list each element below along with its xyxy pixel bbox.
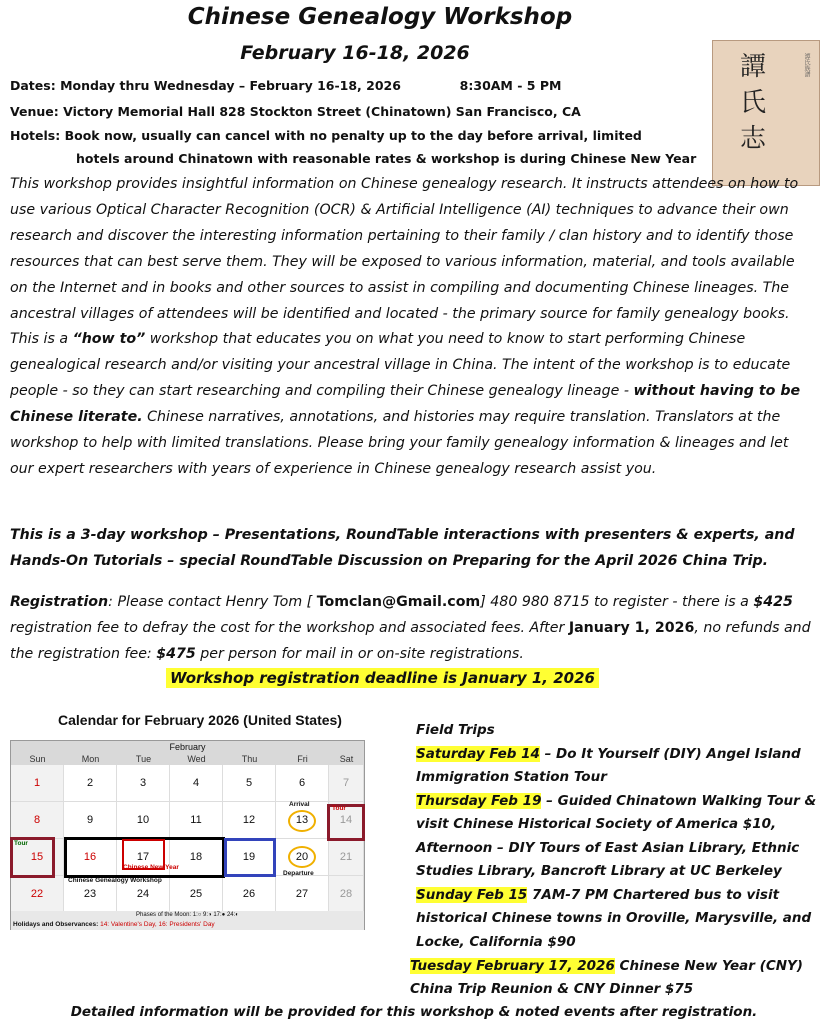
registration-deadline: Workshop registration deadline is January 1, 2026 <box>166 668 599 688</box>
calendar-day-2[interactable]: 2 <box>64 765 117 802</box>
thursday-trip-box <box>224 838 276 877</box>
calendar-day-14[interactable]: 14 <box>329 802 364 839</box>
venue-line <box>10 104 581 119</box>
calendar-day-27[interactable]: 27 <box>276 876 329 913</box>
dates-line <box>10 78 561 93</box>
registration-text: registration fee to defray the cost for the workshop and associated fees. After <box>10 620 569 636</box>
calendar-day-28[interactable]: 28 <box>329 876 364 913</box>
dates-time: 8:30AM - 5 PM <box>459 78 562 93</box>
trip3-date: Sunday Feb 15 <box>416 887 528 903</box>
holidays-row <box>11 920 364 930</box>
page-subtitle: February 16-18, 2026 <box>240 42 470 64</box>
hotels-line1: Book now, usually can cancel with no penalty up to the day before arrival, limited <box>64 128 642 143</box>
tour-label-sun: Tour <box>14 840 28 847</box>
footer-note: Detailed information will be provided for this workshop & noted events after registration. <box>70 1004 758 1020</box>
weekday-sat: Sat <box>329 753 364 765</box>
hotels-line2: hotels around Chinatown with reasonable rates & workshop is during Chinese New Year <box>76 151 697 166</box>
moon-phases: Phases of the Moon: 1:○ 9:◑ 17:● 24:◐ <box>11 911 364 920</box>
genealogy-book-image <box>712 40 820 186</box>
trip1-text: – Do It Yourself (DIY) Angel Island <box>539 746 801 762</box>
departure-circle <box>288 846 316 868</box>
trip4-line1 <box>410 958 803 974</box>
tour-label-sat: Tour <box>332 805 346 812</box>
registration-text: ] 480 980 8715 to register - there is a <box>480 594 754 610</box>
arrival-label: Arrival <box>289 801 310 808</box>
calendar-day-15[interactable]: 15 <box>11 839 64 876</box>
weekday-sun: Sun <box>11 753 64 765</box>
trip2-line1 <box>416 793 816 809</box>
calendar-day-22[interactable]: 22 <box>11 876 64 913</box>
description-paragraph <box>10 172 816 483</box>
calendar-title: Calendar for February 2026 (United States) <box>58 712 342 728</box>
venue-label: Venue: <box>10 104 59 119</box>
trip2-line4: Studies Library, Bancroft Library at UC Berkeley <box>416 863 782 879</box>
calendar-day-16[interactable]: 16 <box>64 839 117 876</box>
dates-label: Dates: <box>10 78 56 93</box>
calendar-day-8[interactable]: 8 <box>11 802 64 839</box>
calendar-day-6[interactable]: 6 <box>276 765 329 802</box>
calendar-day-19[interactable]: 19 <box>223 839 276 876</box>
weekday-thu: Thu <box>223 753 276 765</box>
hotels-label: Hotels: <box>10 128 61 143</box>
trip4-line2: China Trip Reunion & CNY Dinner $75 <box>410 981 694 997</box>
workshop-summary: This is a 3-day workshop – Presentations, RoundTable interactions with presenters & experts, and Hands-On Tutorials – special RoundTable Discussion on Preparing for the April 2026 China Trip. <box>10 527 795 569</box>
weekday-tue: Tue <box>117 753 170 765</box>
trip1-line2: Immigration Station Tour <box>416 769 607 785</box>
calendar <box>10 740 365 930</box>
book-title-chars: 譚氏志 <box>739 52 766 154</box>
desc-literate: without having to be Chinese literate. <box>10 383 801 426</box>
calendar-day-23[interactable]: 23 <box>64 876 117 913</box>
trip1-date: Saturday Feb 14 <box>416 746 540 762</box>
hotels-line <box>10 128 642 143</box>
desc-part3: Chinese narratives, annotations, and histories may require translation. Translators at the workshop to help with limited translations. Please bring your family genealogy information & lineages and let our expert researchers with years of experience in Chinese genealogy research assist you. <box>10 409 789 477</box>
calendar-day-7[interactable]: 7 <box>329 765 364 802</box>
field-trips-heading: Field Trips <box>416 722 495 738</box>
holidays-label: Holidays and Observances: <box>13 921 99 928</box>
calendar-day-1[interactable]: 1 <box>11 765 64 802</box>
page-title: Chinese Genealogy Workshop <box>187 4 573 30</box>
registration-label: Registration <box>10 594 109 610</box>
departure-label: Departure <box>283 870 314 877</box>
calendar-day-5[interactable]: 5 <box>223 765 276 802</box>
calendar-day-4[interactable]: 4 <box>170 765 223 802</box>
venue-value: Victory Memorial Hall 828 Stockton Street (Chinatown) San Francisco, CA <box>63 104 581 119</box>
calendar-month: February <box>11 741 364 753</box>
trip2-line2: visit Chinese Historical Society of America $10, <box>416 816 777 832</box>
calendar-day-3[interactable]: 3 <box>117 765 170 802</box>
registration-text: : Please contact Henry Tom [ <box>108 594 317 610</box>
registration-late-fee: $475 <box>156 646 196 662</box>
desc-part2: workshop that educates you on what you need to know to start performing Chinese genealogical research and/or visiting your ancestral village in China. The intent of the workshop is to educate people - so they can start researching and compiling their Chinese genealogy lineage - <box>10 331 791 400</box>
registration-date: January 1, 2026 <box>568 620 695 636</box>
trip4-date: Tuesday February 17, 2026 <box>410 958 615 974</box>
calendar-day-26[interactable]: 26 <box>223 876 276 913</box>
calendar-day-20[interactable]: 20 <box>276 839 329 876</box>
calendar-day-21[interactable]: 21 <box>329 839 364 876</box>
trip4-text: Chinese New Year (CNY) <box>614 958 803 974</box>
trip3-line1 <box>416 887 779 903</box>
registration-text: , no refunds and the registration fee: <box>10 620 811 662</box>
trip2-date: Thursday Feb 19 <box>416 793 542 809</box>
weekday-wed: Wed <box>170 753 223 765</box>
weekday-fri: Fri <box>276 753 329 765</box>
trip2-text: – Guided Chinatown Walking Tour & <box>541 793 817 809</box>
calendar-day-10[interactable]: 10 <box>117 802 170 839</box>
desc-howto: “how to” <box>72 331 146 348</box>
trip3-line3: Locke, California $90 <box>416 934 576 950</box>
holidays-list: 14: Valentine's Day, 16: Presidents' Day <box>100 921 215 928</box>
book-side-text: 譚氏族譜 <box>803 53 810 77</box>
workshop-label: Chinese Genealogy Workshop <box>68 877 162 884</box>
registration-email[interactable]: Tomclan@Gmail.com <box>316 594 481 610</box>
trip1-line1 <box>416 746 801 762</box>
registration-fee: $425 <box>753 594 793 610</box>
dates-value: Monday thru Wednesday – February 16-18, 2026 <box>60 78 401 93</box>
trip3-text: 7AM-7 PM Chartered bus to visit <box>527 887 780 903</box>
calendar-day-24[interactable]: 24 <box>117 876 170 913</box>
calendar-day-17[interactable]: 17 <box>117 839 170 876</box>
cny-label: Chinese New Year <box>123 864 179 871</box>
calendar-day-25[interactable]: 25 <box>170 876 223 913</box>
registration-paragraph <box>10 589 816 667</box>
trip2-line3: Afternoon – DIY Tours of East Asian Library, Ethnic <box>416 840 800 856</box>
calendar-day-12[interactable]: 12 <box>223 802 276 839</box>
calendar-day-11[interactable]: 11 <box>170 802 223 839</box>
desc-part1: This workshop provides insightful information on Chinese genealogy research. It instructs attendees on how to use various Optical Character Recognition (OCR) & Artificial Intelligence (AI) techniques to advance their own research and discover the interesting information pertaining to their family / clan history and to identify those resources that can best serve them. They will be exposed to various information, material, and tools available on the Internet and in books and other sources to assist in compiling and documenting Chinese lineages. The ancestral villages of attendees will be identified and located - the primary source for family genealogy books. This is a <box>10 176 799 348</box>
registration-text: per person for mail in or on-site registrations. <box>195 646 524 662</box>
calendar-day-18[interactable]: 18 <box>170 839 223 876</box>
calendar-day-9[interactable]: 9 <box>64 802 117 839</box>
trip3-line2: historical Chinese towns in Oroville, Marysville, and <box>416 910 812 926</box>
weekday-mon: Mon <box>64 753 117 765</box>
arrival-circle <box>288 810 316 832</box>
calendar-day-13[interactable]: 13 <box>276 802 329 839</box>
